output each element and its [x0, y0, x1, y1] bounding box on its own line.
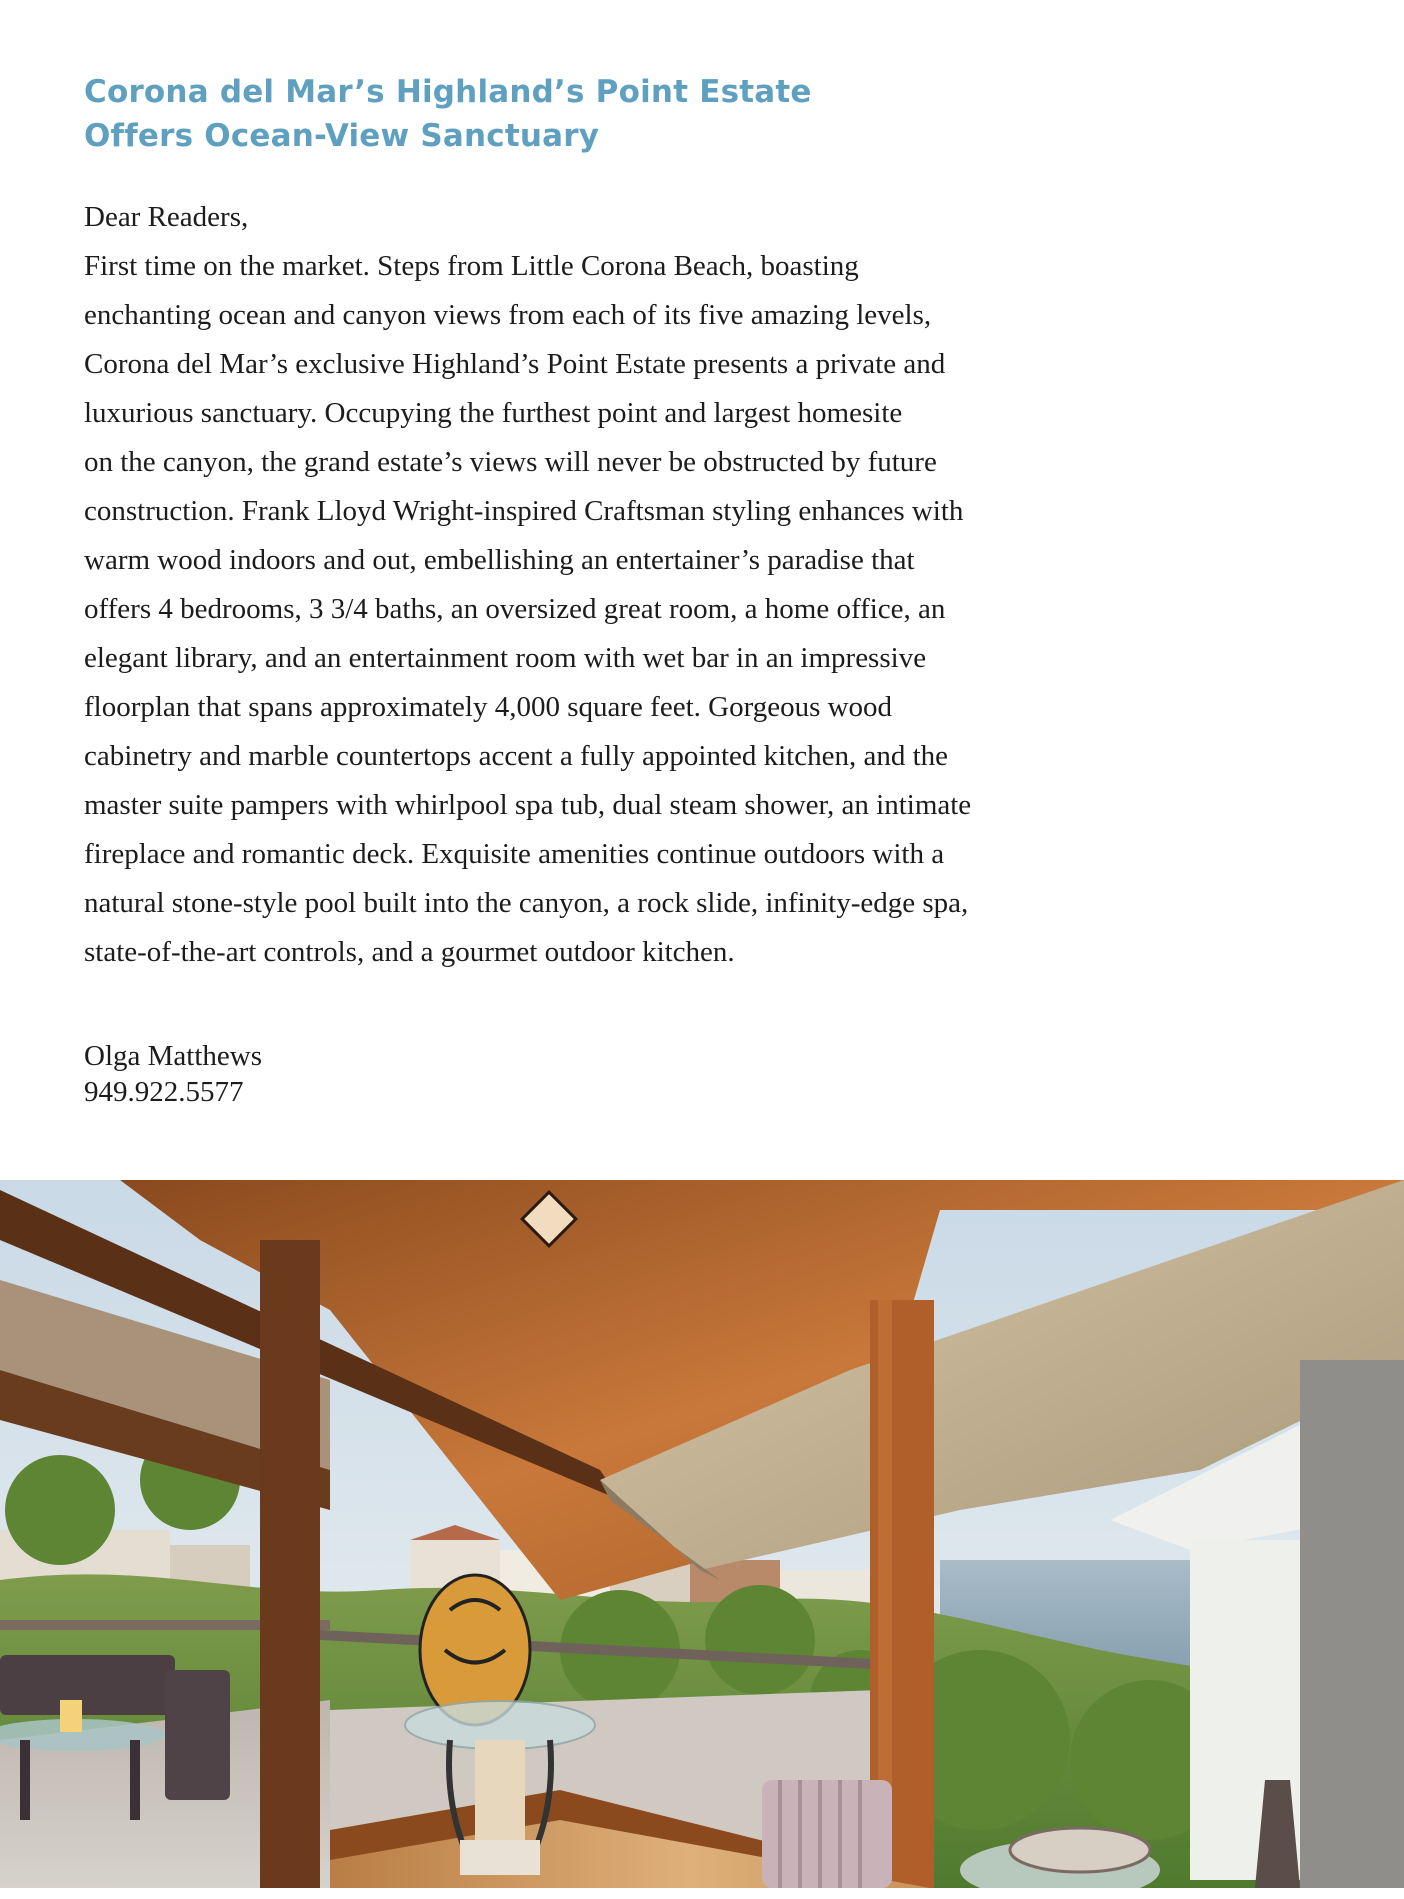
body-line: on the canyon, the grand estate’s views will never be obstructed by future	[84, 446, 937, 478]
photo-illustration	[0, 1180, 1404, 1888]
decorative-dish	[1010, 1828, 1150, 1872]
body-line: offers 4 bedrooms, 3 3/4 baths, an oversized great room, a home office, an	[84, 593, 946, 625]
property-photo	[0, 1180, 1404, 1888]
article-body	[84, 193, 1204, 977]
left-post	[260, 1240, 320, 1888]
body-line: elegant library, and an entertainment room with wet bar in an impressive	[84, 642, 927, 674]
salutation: Dear Readers,	[84, 201, 249, 233]
body-line: luxurious sanctuary. Occupying the furthest point and largest homesite	[84, 397, 903, 429]
body-line: enchanting ocean and canyon views from each of its five amazing levels,	[84, 299, 932, 331]
article-title	[84, 70, 812, 158]
body-line: cabinetry and marble countertops accent a fully appointed kitchen, and the	[84, 740, 949, 772]
signature-phone: 949.922.5577	[84, 1076, 244, 1108]
title-line-2: Offers Ocean-View Sanctuary	[84, 118, 600, 154]
body-line: construction. Frank Lloyd Wright-inspired Craftsman styling enhances with	[84, 495, 964, 527]
body-line: warm wood indoors and out, embellishing an entertainer’s paradise that	[84, 544, 915, 576]
stucco-wall	[1300, 1360, 1404, 1888]
signature-name: Olga Matthews	[84, 1040, 262, 1072]
signature	[84, 1038, 262, 1110]
body-line: fireplace and romantic deck. Exquisite amenities continue outdoors with a	[84, 838, 945, 870]
body-line: natural stone-style pool built into the canyon, a rock slide, infinity-edge spa,	[84, 887, 969, 919]
body-line: Corona del Mar’s exclusive Highland’s Point Estate presents a private and	[84, 348, 946, 380]
body-line: state-of-the-art controls, and a gourmet outdoor kitchen.	[84, 936, 735, 968]
title-line-1: Corona del Mar’s Highland’s Point Estate	[84, 74, 812, 110]
body-line: master suite pampers with whirlpool spa tub, dual steam shower, an intimate	[84, 789, 972, 821]
body-line: floorplan that spans approximately 4,000 square feet. Gorgeous wood	[84, 691, 893, 723]
body-line: First time on the market. Steps from Little Corona Beach, boasting	[84, 250, 859, 282]
